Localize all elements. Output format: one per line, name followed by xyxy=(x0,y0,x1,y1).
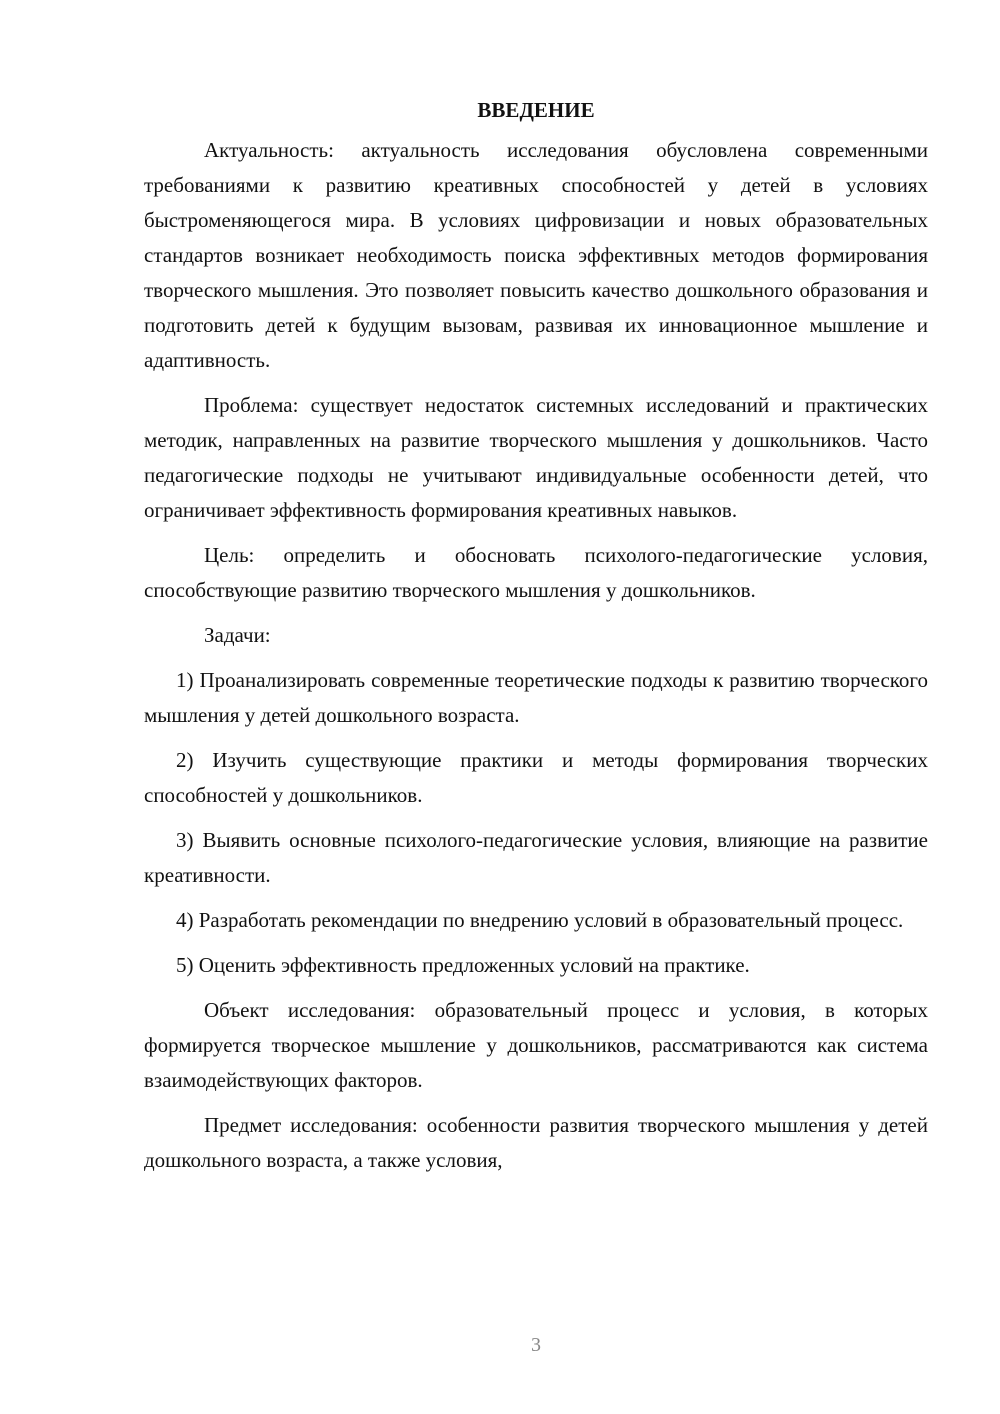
task-item-2: 2) Изучить существующие практики и методы формирования творческих способностей у дошкольников. xyxy=(144,748,928,807)
paragraph-relevance: Актуальность: актуальность исследования обусловлена современными требованиями к развитию креативных способностей у детей в условиях быстроменяющегося мира. В условиях цифровизации и новых образовательных стандартов возникает необходимость поиска эффективных методов формирования творческого мышления. Это позволяет повысить качество дошкольного образования и подготовить детей к будущим вызовам, развивая их инновационное мышление и адаптивность. xyxy=(144,138,928,372)
paragraph-subject: Предмет исследования: особенности развития творческого мышления у детей дошкольного возраста, а также условия, xyxy=(144,1113,928,1172)
task-item-4: 4) Разработать рекомендации по внедрению условий в образовательный процесс. xyxy=(176,908,904,932)
task-item-1: 1) Проанализировать современные теоретические подходы к развитию творческого мышления у детей дошкольного возраста. xyxy=(144,668,928,727)
paragraph-goal: Цель: определить и обосновать психолого-педагогические условия, способствующие развитию творческого мышления у дошкольников. xyxy=(144,543,928,602)
page-content xyxy=(144,96,928,1178)
task-item-5: 5) Оценить эффективность предложенных условий на практике. xyxy=(176,953,750,977)
page-number: 3 xyxy=(531,1334,541,1356)
paragraph-problem: Проблема: существует недостаток системных исследований и практических методик, направленных на развитие творческого мышления у дошкольников. Часто педагогические подходы не учитывают индивидуальные особенности детей, что ограничивает эффективность формирования креативных навыков. xyxy=(144,393,928,522)
tasks-heading: Задачи: xyxy=(204,623,271,647)
task-item-3: 3) Выявить основные психолого-педагогические условия, влияющие на развитие креативности. xyxy=(144,828,928,887)
paragraph-object: Объект исследования: образовательный процесс и условия, в которых формируется творческое мышление у дошкольников, рассматриваются как система взаимодействующих факторов. xyxy=(144,998,928,1092)
section-title: ВВЕДЕНИЕ xyxy=(477,98,595,122)
